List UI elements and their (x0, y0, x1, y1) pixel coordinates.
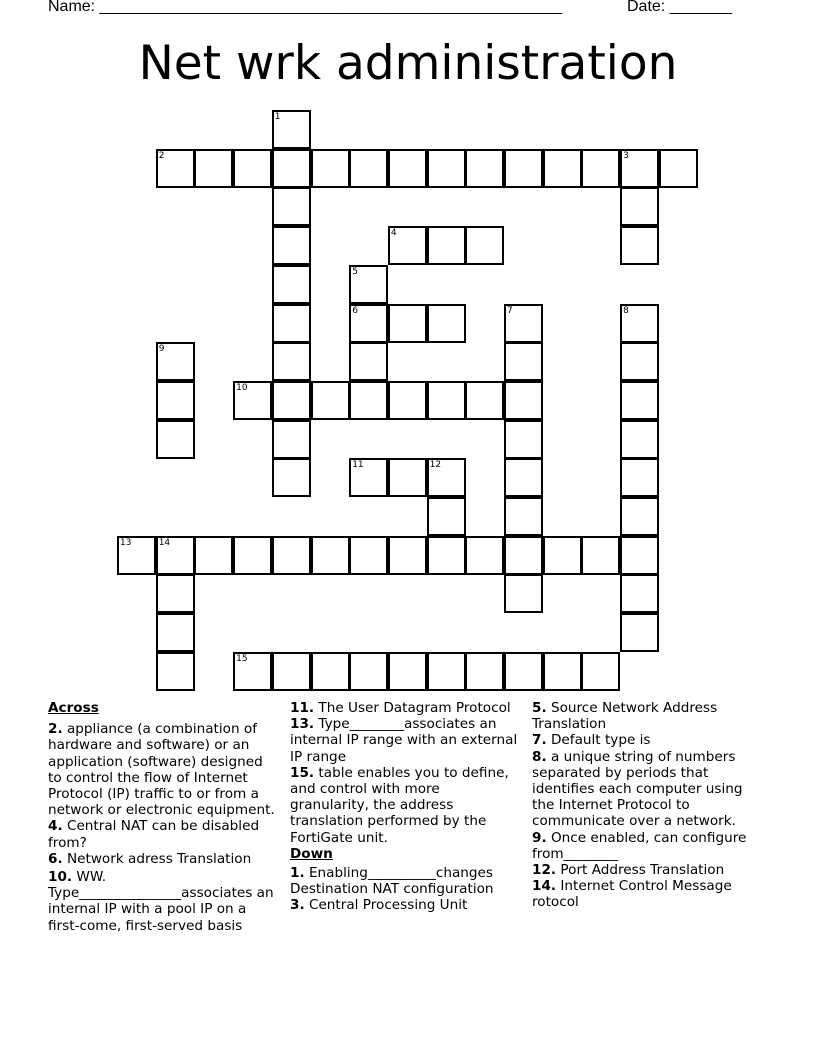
grid-cell[interactable] (156, 613, 195, 652)
grid-cell[interactable] (349, 536, 388, 575)
grid-cell[interactable] (233, 652, 272, 691)
grid-cell[interactable] (504, 342, 543, 381)
grid-cell[interactable] (659, 149, 698, 188)
grid-cell[interactable] (388, 226, 427, 265)
grid-cell[interactable] (620, 187, 659, 226)
grid-cell[interactable] (427, 536, 466, 575)
grid-cell[interactable] (311, 652, 350, 691)
grid-cell[interactable] (194, 536, 233, 575)
grid-cell[interactable] (388, 458, 427, 497)
grid-cell[interactable] (504, 574, 543, 613)
grid-cell[interactable] (465, 381, 504, 420)
grid-cell[interactable] (272, 304, 311, 343)
grid-cell[interactable] (272, 342, 311, 381)
grid-cell[interactable] (349, 265, 388, 304)
grid-cell[interactable] (388, 304, 427, 343)
clue-number-label: 2 (158, 150, 165, 161)
grid-cell[interactable] (233, 381, 272, 420)
grid-cell[interactable] (349, 458, 388, 497)
grid-cell[interactable] (156, 342, 195, 381)
across-clue-4: 4. Central NAT can be disabled from? (48, 818, 260, 851)
grid-cell[interactable] (272, 226, 311, 265)
grid-cell[interactable] (465, 226, 504, 265)
across-clue-13: 13. Type________associates an internal IP range with an external IP range (290, 716, 518, 765)
grid-cell[interactable] (581, 536, 620, 575)
clue-number-label: 8 (623, 305, 629, 316)
clue-number-label: 5 (352, 266, 358, 277)
clue-column-2 (290, 700, 522, 914)
grid-cell[interactable] (504, 536, 543, 575)
grid-cell[interactable] (156, 381, 195, 420)
grid-cell[interactable] (504, 420, 543, 459)
grid-cell[interactable] (543, 149, 582, 188)
grid-cell[interactable] (620, 226, 659, 265)
clue-number-label: 6 (352, 305, 358, 316)
grid-cell[interactable] (388, 381, 427, 420)
grid-cell[interactable] (543, 536, 582, 575)
date-field-line: Date: _______ (627, 0, 732, 15)
grid-cell[interactable] (581, 652, 620, 691)
grid-cell[interactable] (194, 149, 233, 188)
grid-cell[interactable] (272, 265, 311, 304)
grid-cell[interactable] (427, 652, 466, 691)
grid-cell[interactable] (620, 574, 659, 613)
grid-cell[interactable] (620, 497, 659, 536)
grid-cell[interactable] (620, 420, 659, 459)
grid-cell[interactable] (427, 497, 466, 536)
grid-cell[interactable] (156, 574, 195, 613)
down-clue-8: 8. a unique string of numbers separated by periods that identifies each computer using the Internet Protocol to communicate over a network. (532, 748, 743, 830)
across-clue-15: 15. table enables you to define, and control with more granularity, the address translation performed by the FortiGate unit. (290, 764, 509, 846)
clue-number-label: 7 (507, 305, 513, 316)
grid-cell[interactable] (543, 652, 582, 691)
grid-cell[interactable] (233, 536, 272, 575)
down-clue-3: 3. Central Processing Unit (290, 897, 468, 914)
grid-cell[interactable] (620, 342, 659, 381)
grid-cell[interactable] (388, 536, 427, 575)
grid-cell[interactable] (156, 536, 195, 575)
clue-number-label: 12 (429, 460, 442, 471)
down-clue-7: 7. Default type is (532, 732, 651, 749)
grid-cell[interactable] (427, 381, 466, 420)
grid-cell[interactable] (427, 149, 466, 188)
grid-cell[interactable] (465, 652, 504, 691)
clue-number-label: 14 (158, 537, 171, 548)
grid-cell[interactable] (349, 652, 388, 691)
grid-cell[interactable] (156, 149, 195, 188)
grid-cell[interactable] (349, 149, 388, 188)
grid-cell[interactable] (349, 381, 388, 420)
down-heading: Down (290, 845, 333, 862)
grid-cell[interactable] (349, 304, 388, 343)
grid-cell[interactable] (620, 149, 659, 188)
grid-cell[interactable] (156, 420, 195, 459)
grid-cell[interactable] (427, 458, 466, 497)
clue-number-label: 13 (120, 537, 132, 548)
across-heading: Across (48, 700, 99, 716)
grid-cell[interactable] (504, 304, 543, 343)
grid-cell[interactable] (272, 536, 311, 575)
grid-cell[interactable] (465, 536, 504, 575)
grid-cell[interactable] (620, 536, 659, 575)
grid-cell[interactable] (272, 420, 311, 459)
across-clue-2: 2. appliance (a combination of hardware and software) or an application (software) designed to control the flow of Internet Protocol (IP) traffic to or from a network or electronic equipment. (48, 721, 275, 819)
grid-cell[interactable] (233, 149, 272, 188)
grid-cell[interactable] (427, 304, 466, 343)
name-field-line: Name: ____________________________________________________ (48, 0, 563, 15)
grid-cell[interactable] (272, 149, 311, 188)
down-clue-9: 9. Once enabled, can configure from________ (532, 829, 747, 862)
down-clue-5: 5. Source Network Address Translation (532, 700, 718, 733)
across-clue-10: 10. WW. Type_______________associates an internal IP with a pool IP on a first-come, first-served basis (48, 869, 274, 934)
across-clue-6: 6. Network adress Translation (48, 850, 252, 867)
grid-cell[interactable] (117, 536, 156, 575)
grid-cell[interactable] (349, 342, 388, 381)
grid-cell[interactable] (581, 149, 620, 188)
page-title: Net wrk administration (138, 36, 678, 91)
down-clue-12: 12. Port Address Translation (532, 862, 725, 879)
grid-cell[interactable] (465, 149, 504, 188)
grid-cell[interactable] (272, 458, 311, 497)
clue-number-label: 10 (236, 382, 248, 393)
grid-cell[interactable] (504, 497, 543, 536)
grid-cell[interactable] (620, 613, 659, 652)
down-clue-14: 14. Internet Control Message rotocol (532, 878, 732, 911)
grid-cell[interactable] (620, 381, 659, 420)
grid-cell[interactable] (272, 652, 311, 691)
grid-cell[interactable] (311, 149, 350, 188)
grid-cell[interactable] (504, 149, 543, 188)
grid-cell[interactable] (388, 149, 427, 188)
across-clue-11: 11. The User Datagram Protocol (290, 700, 511, 716)
grid-cell[interactable] (272, 381, 311, 420)
grid-cell[interactable] (504, 381, 543, 420)
grid-cell[interactable] (504, 458, 543, 497)
clue-column-3 (532, 700, 764, 911)
clue-number-label: 4 (390, 228, 397, 239)
grid-cell[interactable] (427, 226, 466, 265)
grid-cell[interactable] (388, 652, 427, 691)
grid-cell[interactable] (620, 458, 659, 497)
down-clue-1: 1. Enabling__________changes Destination NAT configuration (290, 865, 494, 898)
grid-cell[interactable] (311, 381, 350, 420)
clue-number-label: 1 (274, 112, 281, 122)
grid-cell[interactable] (272, 187, 311, 226)
clue-column-1 (48, 700, 280, 934)
grid-cell[interactable] (272, 110, 311, 149)
grid-cell[interactable] (311, 536, 350, 575)
grid-cell[interactable] (620, 304, 659, 343)
grid-cell[interactable] (156, 652, 195, 691)
clue-number-label: 9 (158, 344, 165, 355)
clue-number-label: 3 (623, 150, 629, 161)
grid-cell[interactable] (504, 652, 543, 691)
clue-number-label: 15 (236, 653, 248, 664)
clue-number-label: 11 (352, 460, 364, 471)
